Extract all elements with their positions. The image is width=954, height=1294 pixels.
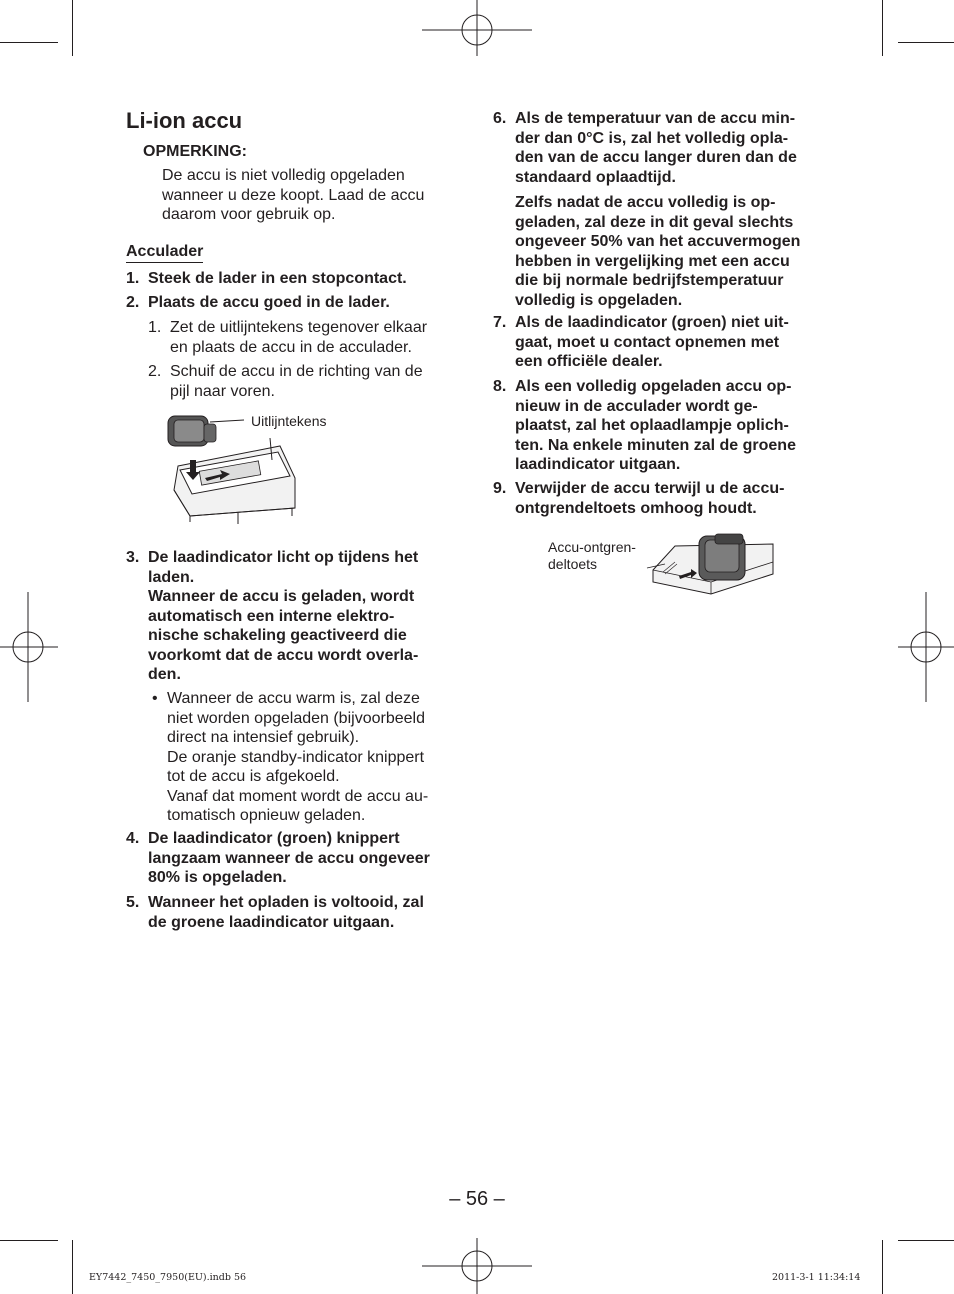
- step-5: [126, 893, 466, 932]
- step-6: [493, 109, 838, 310]
- step-text: Plaats de accu goed in de lader.: [148, 294, 390, 311]
- battery-release-illustration: [645, 528, 780, 600]
- step-line: langzaam wanneer de accu ongeveer: [148, 849, 430, 867]
- page-title: Li-ion accu: [126, 108, 243, 133]
- step-line: 80% is opgeladen.: [148, 869, 287, 886]
- step-line: laadindicator uitgaan.: [515, 456, 681, 473]
- figure2-caption: [548, 539, 636, 573]
- step-line: standaard oplaadtijd.: [515, 168, 676, 186]
- step-number: 8.: [493, 378, 507, 395]
- step-number: 6.: [493, 110, 507, 127]
- step-line: nieuw in de acculader wordt ge-: [515, 397, 758, 415]
- bullet-line: Vanaf dat moment wordt de accu au-: [167, 787, 429, 805]
- step-line: ongeveer 50% van het accuvermogen: [515, 233, 801, 250]
- sub-step-line: Zet de uitlijntekens tegenover elkaar: [170, 319, 428, 336]
- step-number: 7.: [493, 314, 507, 331]
- figure1-caption: Uitlijntekens: [251, 413, 327, 429]
- step-line: Wanneer het opladen is voltooid, zal: [148, 894, 424, 911]
- step-number: 2.: [126, 294, 140, 311]
- step-7: [493, 313, 838, 372]
- registration-mark-top: [422, 0, 532, 58]
- registration-mark-left: [0, 592, 60, 702]
- step-line: Als een volledig opgeladen accu op-: [515, 378, 792, 395]
- bullet-line: Wanneer de accu warm is, zal deze: [167, 690, 420, 707]
- step-line: Wanneer de accu is geladen, wordt: [148, 588, 415, 605]
- step-line: gaat, moet u contact opnemen met: [515, 333, 780, 351]
- footer-timestamp: 2011-3-1 11:34:14: [772, 1272, 861, 1283]
- step-line: Als de laadindicator (groen) niet uit-: [515, 314, 789, 331]
- bullet-line: tot de accu is afgekoeld.: [167, 768, 340, 785]
- sub-step-1: [148, 318, 468, 357]
- step-3: [126, 548, 466, 685]
- footer-file: EY7442_7450_7950(EU).indb 56: [89, 1272, 247, 1283]
- bullet-item: [152, 689, 472, 826]
- step-number: 4.: [126, 830, 140, 847]
- bullet-line: tomatisch opnieuw geladen.: [167, 807, 366, 824]
- sub-step-line: en plaats de accu in de acculader.: [170, 338, 412, 356]
- step-text: Steek de lader in een stopcontact.: [148, 270, 407, 287]
- sub-step-line: Schuif de accu in de richting van de: [170, 363, 423, 380]
- step-line: de groene laadindicator uitgaan.: [148, 913, 395, 931]
- step-line: geladen, zal deze in dit geval slechts: [515, 213, 794, 231]
- step-4: [126, 829, 466, 888]
- sub-step-2: [148, 362, 468, 401]
- step-8: [493, 377, 838, 475]
- sub-step-number: 1.: [148, 319, 162, 336]
- caption-line: Accu-ontgren-: [548, 539, 636, 555]
- step-9: [493, 479, 838, 518]
- step-line: hebben in vergelijking met een accu: [515, 252, 790, 270]
- registration-mark-bottom: [422, 1236, 532, 1294]
- step-line: nische schakeling geactiveerd die: [148, 627, 407, 644]
- step-line: den.: [148, 666, 181, 683]
- step-number: 3.: [126, 549, 140, 566]
- step-line: Zelfs nadat de accu volledig is op-: [515, 194, 776, 211]
- step-line: voorkomt dat de accu wordt overla-: [148, 646, 419, 664]
- note-line: daarom voor gebruik op.: [162, 206, 336, 223]
- sub-step-line: pijl naar voren.: [170, 382, 275, 400]
- step-number: 1.: [126, 270, 140, 287]
- step-line: De laadindicator licht op tijdens het: [148, 549, 419, 566]
- sub-step-number: 2.: [148, 363, 162, 380]
- step-line: Verwijder de accu terwijl u de accu-: [515, 480, 785, 497]
- bullet-line: De oranje standby-indicator knippert: [167, 748, 425, 766]
- note-heading: OPMERKING:: [143, 143, 247, 160]
- section-heading: Acculader: [126, 243, 203, 263]
- step-line: den van de accu langer duren dan de: [515, 149, 797, 166]
- caption-line: deltoets: [548, 556, 598, 572]
- step-line: een officiële dealer.: [515, 353, 663, 370]
- step-line: De laadindicator (groen) knippert: [148, 830, 400, 847]
- step-line: volledig is opgeladen.: [515, 291, 683, 309]
- page-number: – 56 –: [449, 1188, 505, 1210]
- registration-mark-right: [896, 592, 954, 702]
- step-line: Als de temperatuur van de accu min-: [515, 110, 796, 127]
- step-line: der dan 0°C is, zal het volledig opla-: [515, 129, 789, 147]
- step-line: automatisch een interne elektro-: [148, 607, 395, 625]
- step-number: 5.: [126, 894, 140, 911]
- note-body: [162, 166, 462, 225]
- step-1: [126, 269, 466, 289]
- step-line: die bij normale bedrijfstemperatuur: [515, 272, 784, 289]
- bullet-line: direct na intensief gebruik).: [167, 729, 360, 746]
- step-line: ten. Na enkele minuten zal de groene: [515, 436, 796, 454]
- bullet-line: niet worden opgeladen (bijvoorbeeld: [167, 709, 425, 727]
- note-line: wanneer u deze koopt. Laad de accu: [162, 186, 425, 204]
- step-line: plaatst, zal het oplaadlampje oplich-: [515, 417, 789, 434]
- step-line: laden.: [148, 568, 195, 586]
- step-line: ontgrendeltoets omhoog houdt.: [515, 499, 757, 517]
- step-number: 9.: [493, 480, 507, 497]
- note-line: De accu is niet volledig opgeladen: [162, 167, 405, 184]
- step-2: [126, 293, 466, 313]
- bullet-symbol: •: [152, 690, 158, 707]
